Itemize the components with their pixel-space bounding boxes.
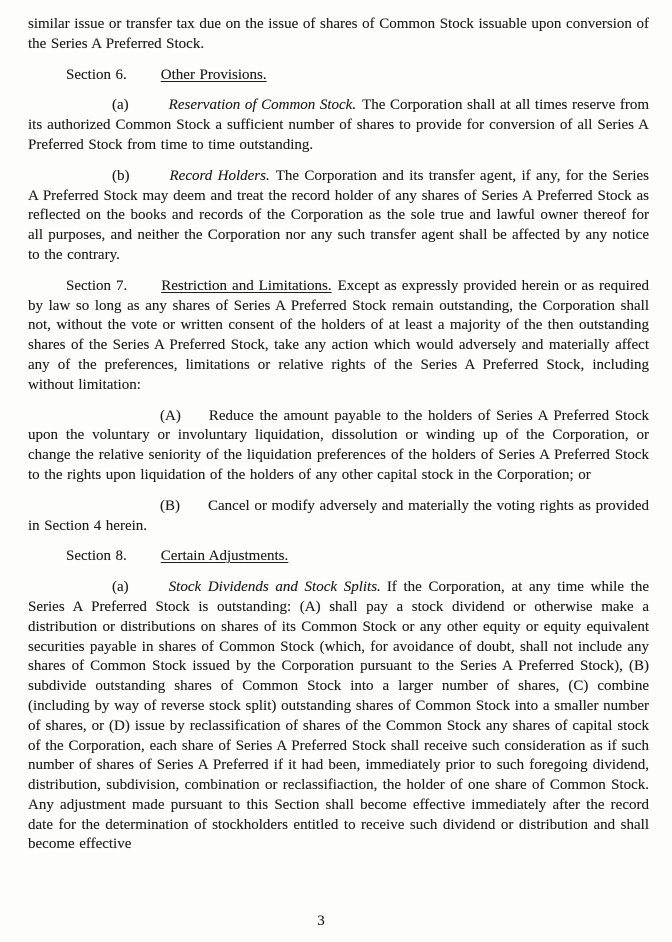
section-8-title: Certain Adjustments.	[160, 548, 289, 565]
section-6b-paragraph	[28, 167, 649, 266]
section-6-heading	[28, 66, 649, 86]
section-7B-paragraph	[28, 497, 649, 537]
page-number: 3	[317, 913, 325, 930]
section-8a-body: If the Corporation, at any time while the Series A Preferred Stock is outstanding: (A) shall pay a stock dividend or otherwise make a distribution or distributions on shares of its Common Stock or any other equity or equity equivalent securities payable in shares of Common Stock (which, for avoidance of doubt, shall not include any shares of Common Stock issued by the Corporation pursuant to the Series A Preferred Stock), (B) subdivide outstanding shares of Common Stock into a larger number of shares, (C) combine (including by way of reverse stock split) outstanding shares of Common Stock into a smaller number of shares, or (D) issue by reclassification of shares of the Common Stock any shares of capital stock of the Corporation, each share of Series A Preferred Stock shall receive such consideration as if such number of shares of Series A Preferred if it had been, immediately prior to such foregoing dividend, distribution, subdivision, combination or reclassifiaction, the holder of one share of Common Stock. Any adjustment made pursuant to this Section shall become effective immediately after the record date for the determination of stockholders entitled to receive such dividend or distribution and shall become effective	[28, 579, 650, 853]
section-7-paragraph	[28, 277, 649, 396]
section-8a-title: Stock Dividends and Stock Splits.	[168, 579, 381, 596]
section-8a-marker: (a)	[112, 579, 129, 596]
section-8-heading	[28, 547, 649, 567]
section-6-label: Section 6.	[66, 66, 127, 83]
section-6-title: Other Provisions.	[160, 66, 267, 83]
section-6b-title: Record Holders.	[169, 167, 270, 184]
section-7-body: Except as expressly provided herein or as required by law so long as any shares of Series A Preferred Stock remain outstanding, the Corporation shall not, without the vote or written consent of the holders of at least a majority of the then outstanding shares of the Series A Preferred Stock, take any action which would adversely and materially affect any of the preferences, limitations or relative rights of the Series A Preferred Stock, including without limitation:	[28, 277, 650, 393]
section-7B-marker: (B)	[160, 497, 180, 514]
section-6a-title: Reservation of Common Stock.	[168, 97, 357, 114]
section-8a-paragraph	[28, 578, 649, 855]
section-7A-marker: (A)	[160, 407, 181, 424]
paragraph-continuation: similar issue or transfer tax due on the issue of shares of Common Stock issuable upon conversion of the Series A Preferred Stock.	[28, 16, 649, 52]
section-6a-body: The Corporation shall at all times reserve from its authorized Common Stock a sufficient number of shares to provide for conversion of all Series A Preferred Stock from time to time outstanding.	[28, 97, 649, 153]
section-7B-body: Cancel or modify adversely and materially the voting rights as provided in Section 4 herein.	[28, 497, 649, 534]
section-7-title: Restriction and Limitations.	[161, 277, 332, 294]
section-6a-paragraph	[28, 96, 649, 155]
section-6a-marker: (a)	[112, 97, 129, 114]
section-7A-body: Reduce the amount payable to the holders of Series A Preferred Stock upon the voluntary or involuntary liquidation, dissolution or winding up of the Corporation, or change the relative seniority of the liquidation preferences of the holders of Series A Preferred Stock to the rights upon liquidation of the holders of any other capital stock in the Corporation; or	[28, 407, 649, 483]
section-8-label: Section 8.	[66, 548, 127, 565]
section-7A-paragraph	[28, 407, 649, 486]
section-7-label: Section 7.	[66, 277, 128, 294]
section-6b-marker: (b)	[112, 167, 130, 184]
section-6b-body: The Corporation and its transfer agent, if any, for the Series A Preferred Stock may deem and treat the record holder of any shares of Series A Preferred Stock as reflected on the books and records of the Corporation as the sole true and lawful owner thereof for all purposes, and neither the Corporation nor any such transfer agent shall be affected by any notice to the contrary.	[28, 167, 649, 263]
